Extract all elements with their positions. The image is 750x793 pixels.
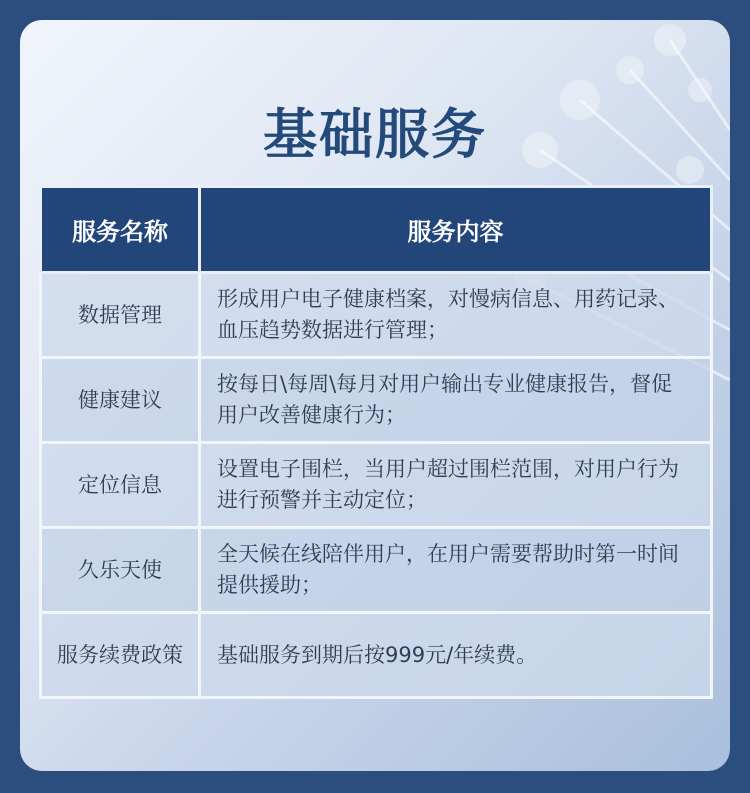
service-content-cell: 按每日\每周\每月对用户输出专业健康报告，督促用户改善健康行为； — [200, 358, 712, 443]
page-title: 基础服务 — [263, 103, 487, 166]
service-table — [39, 185, 713, 699]
service-content-cell: 形成用户电子健康档案，对慢病信息、用药记录、血压趋势数据进行管理； — [200, 273, 712, 358]
service-content-cell: 基础服务到期后按999元/年续费。 — [200, 613, 712, 698]
header-service-content: 服务内容 — [200, 187, 712, 273]
table-row — [41, 528, 712, 613]
table-row — [41, 273, 712, 358]
service-name-cell: 服务续费政策 — [41, 613, 200, 698]
table-row — [41, 613, 712, 698]
header-service-name: 服务名称 — [41, 187, 200, 273]
service-name-cell: 久乐天使 — [41, 528, 200, 613]
service-content-cell: 设置电子围栏，当用户超过围栏范围，对用户行为进行预警并主动定位； — [200, 443, 712, 528]
table-header-row — [41, 187, 712, 273]
service-content-cell: 全天候在线陪伴用户，在用户需要帮助时第一时间提供援助； — [200, 528, 712, 613]
table-row — [41, 443, 712, 528]
service-name-cell: 健康建议 — [41, 358, 200, 443]
service-name-cell: 定位信息 — [41, 443, 200, 528]
service-card — [20, 20, 730, 771]
table-row — [41, 358, 712, 443]
service-name-cell: 数据管理 — [41, 273, 200, 358]
